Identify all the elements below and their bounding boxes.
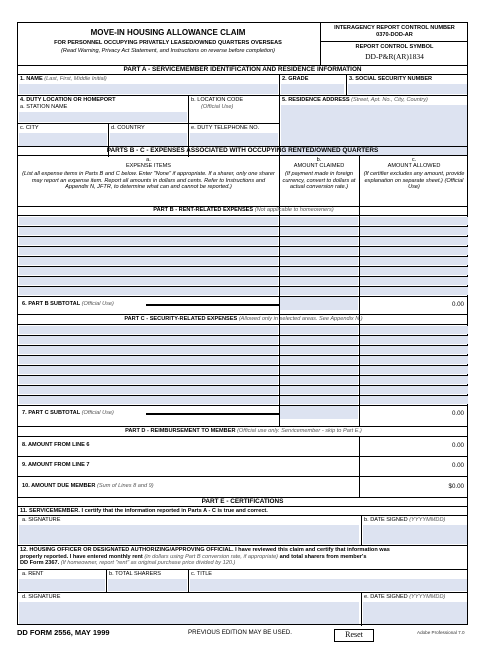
form-subtitle: FOR PERSONNEL OCCUPYING PRIVATELY LEASED/OWNED QUARTERS OVERSEAS <box>54 40 282 46</box>
col-a-letter: a. <box>146 157 151 163</box>
part-c-row-1-col-a[interactable] <box>19 326 278 334</box>
part-c-row-7-col-a[interactable] <box>19 386 278 394</box>
part-b-row-6-col-b[interactable] <box>280 267 358 275</box>
title-label: c. TITLE <box>191 571 213 577</box>
part-b-row-4-col-a[interactable] <box>19 247 278 255</box>
part-c-row-7-col-b[interactable] <box>280 386 358 394</box>
date-signed-label: b. DATE SIGNED (YYYYMMDD) <box>364 517 446 523</box>
rent-field[interactable] <box>19 579 105 591</box>
report-symbol: DD-P&R(AR)1834 <box>365 52 424 61</box>
part-b-subtotal-value: 0.00 <box>451 301 464 308</box>
sharers-label: b. TOTAL SHARERS <box>109 571 162 577</box>
control-number: 0370-DOD-AR <box>376 32 413 38</box>
part-c-row-1-col-c[interactable] <box>360 326 468 334</box>
part-c-row-5-col-a[interactable] <box>19 366 278 374</box>
part-bc-heading: PARTS B - C - EXPENSES ASSOCIATED WITH OCCUPYING RENTED/OWNED QUARTERS <box>106 147 379 154</box>
line8-value: 0.00 <box>451 442 464 449</box>
station-label: a. STATION NAME <box>20 104 68 110</box>
part-c-row-8-col-b[interactable] <box>280 396 358 404</box>
part-c-row-4-col-c[interactable] <box>360 356 468 364</box>
part-b-row-8-col-a[interactable] <box>19 287 278 295</box>
part-b-row-5-col-b[interactable] <box>280 257 358 265</box>
part-b-row-8-col-b[interactable] <box>280 287 358 295</box>
part-b-row-4-col-b[interactable] <box>280 247 358 255</box>
part-c-row-6-col-a[interactable] <box>19 376 278 384</box>
col-a-text: (List all expense items in Parts B and C below. Enter "None" if appropriate. If a sharer, only one sharer may report an expense item. Report all amounts in dollars and cents. Refer to Instructions and Appendix N, JFTR, to determine what can and cannot be reported.) <box>22 171 275 191</box>
reset-button[interactable]: Reset <box>334 629 374 642</box>
part-b-row-3-col-a[interactable] <box>19 237 278 245</box>
form-id: DD FORM 2556, MAY 1999 <box>17 628 110 637</box>
part-b-row-3-col-b[interactable] <box>280 237 358 245</box>
col-b-letter: b. <box>316 157 322 163</box>
location-code-label: b. LOCATION CODE <box>191 97 244 103</box>
servicemember-signature-field[interactable] <box>19 525 359 544</box>
part-c-subtotal-label: 7. PART C SUBTOTAL (Official Use) <box>22 410 114 416</box>
servicemember-date-field[interactable] <box>363 525 467 544</box>
duty-label: 4. DUTY LOCATION OR HOMEPORT <box>20 97 116 103</box>
form-note: (Read Warning, Privacy Act Statement, and Instructions on reverse before completion) <box>61 48 275 54</box>
part-c-row-2-col-b[interactable] <box>280 336 358 344</box>
country-label: d. COUNTRY <box>111 125 145 131</box>
grade-field[interactable] <box>281 84 344 94</box>
claim-form <box>17 22 468 625</box>
line9-label: 9. AMOUNT FROM LINE 7 <box>22 462 90 468</box>
part-b-subtotal-claimed[interactable] <box>280 296 358 310</box>
official-date-field[interactable] <box>363 602 467 624</box>
residence-label: 5. RESIDENCE ADDRESS (Street, Apt. No., City, Country) <box>282 97 428 103</box>
line12-text: 12. HOUSING OFFICER OR DESIGNATED AUTHORIZING/APPROVING OFFICIAL. I have reviewed this claim and certify that information was properly reported. I have entered monthly rent (in dollars using Part B conversion rate, if appropriate) and total sharers from member's DD Form 2367. (If homeowner, report "rent" as original purchase price divided by 120.) <box>20 547 390 567</box>
part-b-row-2-col-a[interactable] <box>19 227 278 235</box>
part-d-heading: PART D - REIMBURSEMENT TO MEMBER (Official use only. Servicemember - skip to Part E.) <box>125 428 362 434</box>
part-c-row-8-col-a[interactable] <box>19 396 278 404</box>
line9-value: 0.00 <box>451 462 464 469</box>
sharers-field[interactable] <box>108 579 187 591</box>
col-c-title: AMOUNT ALLOWED <box>387 163 441 169</box>
part-b-row-6-col-a[interactable] <box>19 267 278 275</box>
part-c-row-2-col-a[interactable] <box>19 336 278 344</box>
line8-label: 8. AMOUNT FROM LINE 6 <box>22 442 90 448</box>
station-field[interactable] <box>19 112 187 122</box>
part-b-heading: PART B - RENT-RELATED EXPENSES (Not applicable to homeowners) <box>153 207 334 213</box>
col-b-title: AMOUNT CLAIMED <box>293 163 345 169</box>
line10-value: $0.00 <box>448 483 464 490</box>
signature-label: a. SIGNATURE <box>22 517 61 523</box>
part-c-subtotal-value: 0.00 <box>451 410 464 417</box>
col-c-text: (If certifier excludes any amount, provide explanation on separate sheet.) (Official Use) <box>363 171 465 191</box>
part-b-row-6-col-c[interactable] <box>360 267 468 275</box>
col-c-letter: c. <box>411 157 417 163</box>
part-b-row-7-col-c[interactable] <box>360 277 468 285</box>
name-label: 1. NAME (Last, First, Middle Initial) <box>20 76 107 82</box>
col-a-title: EXPENSE ITEMS <box>125 163 172 169</box>
part-b-row-2-col-b[interactable] <box>280 227 358 235</box>
date-signed2-label: e. DATE SIGNED (YYYYMMDD) <box>364 594 446 600</box>
rent-label: a. RENT <box>22 571 44 577</box>
part-b-row-2-col-c[interactable] <box>360 227 468 235</box>
part-e-heading: PART E - CERTIFICATIONS <box>201 498 284 505</box>
part-c-row-6-col-b[interactable] <box>280 376 358 384</box>
part-c-heading: PART C - SECURITY-RELATED EXPENSES (Allowed only in selected areas. See Appendix N.) <box>124 316 363 322</box>
location-code-hint: (Official Use) <box>201 104 234 110</box>
previous-edition: PREVIOUS EDITION MAY BE USED. <box>188 629 292 636</box>
part-b-row-1-col-b[interactable] <box>280 217 358 225</box>
grade-label: 2. GRADE <box>282 76 309 82</box>
country-field[interactable] <box>110 133 187 146</box>
part-c-row-1-col-b[interactable] <box>280 326 358 334</box>
part-c-row-3-col-b[interactable] <box>280 346 358 354</box>
official-signature-field[interactable] <box>19 602 359 624</box>
part-c-row-3-col-a[interactable] <box>19 346 278 354</box>
part-b-subtotal-label: 6. PART B SUBTOTAL (Official Use) <box>22 301 114 307</box>
part-c-row-5-col-c[interactable] <box>360 366 468 374</box>
part-c-row-4-col-b[interactable] <box>280 356 358 364</box>
part-b-row-8-col-c[interactable] <box>360 287 468 295</box>
ssn-label: 3. SOCIAL SECURITY NUMBER <box>349 76 433 82</box>
report-symbol-label: REPORT CONTROL SYMBOL <box>355 44 434 50</box>
title-field[interactable] <box>190 579 467 591</box>
part-b-row-5-col-c[interactable] <box>360 257 468 265</box>
part-b-row-7-col-a[interactable] <box>19 277 278 285</box>
part-b-row-1-col-c[interactable] <box>360 217 468 225</box>
part-b-row-3-col-c[interactable] <box>360 237 468 245</box>
part-b-row-divider <box>18 296 467 297</box>
part-b-row-7-col-b[interactable] <box>280 277 358 285</box>
control-number-label: INTERAGENCY REPORT CONTROL NUMBER <box>334 25 455 31</box>
city-field[interactable] <box>19 133 107 146</box>
ssn-field[interactable] <box>348 84 467 94</box>
part-c-row-divider <box>18 405 467 406</box>
part-c-row-7-col-c[interactable] <box>360 386 468 394</box>
line11-text: 11. SERVICEMEMBER. I certify that the information reported in Parts A - C is true and correct. <box>20 508 268 514</box>
part-b-row-4-col-c[interactable] <box>360 247 468 255</box>
phone-field[interactable] <box>190 133 278 146</box>
part-c-row-5-col-b[interactable] <box>280 366 358 374</box>
name-field[interactable] <box>19 84 278 94</box>
part-b-row-1-col-a[interactable] <box>19 217 278 225</box>
part-a-heading: PART A - SERVICEMEMBER IDENTIFICATION AND RESIDENCE INFORMATION <box>123 66 362 73</box>
city-label: c. CITY <box>20 125 39 131</box>
part-c-row-4-col-a[interactable] <box>19 356 278 364</box>
signature2-label: d. SIGNATURE <box>22 594 61 600</box>
col-b-text: (If payment made in foreign currency, convert to dollars at actual conversion rate.) <box>282 171 356 191</box>
part-c-row-8-col-c[interactable] <box>360 396 468 404</box>
software-label: Adobe Professional 7.0 <box>417 630 465 635</box>
line10-label: 10. AMOUNT DUE MEMBER (Sum of Lines 8 and 9) <box>22 483 154 489</box>
part-c-row-2-col-c[interactable] <box>360 336 468 344</box>
part-b-row-5-col-a[interactable] <box>19 257 278 265</box>
form-title: MOVE-IN HOUSING ALLOWANCE CLAIM <box>90 28 246 37</box>
part-c-row-3-col-c[interactable] <box>360 346 468 354</box>
part-c-subtotal-claimed[interactable] <box>280 405 358 419</box>
phone-label: e. DUTY TELEPHONE NO. <box>191 125 260 131</box>
part-c-row-6-col-c[interactable] <box>360 376 468 384</box>
